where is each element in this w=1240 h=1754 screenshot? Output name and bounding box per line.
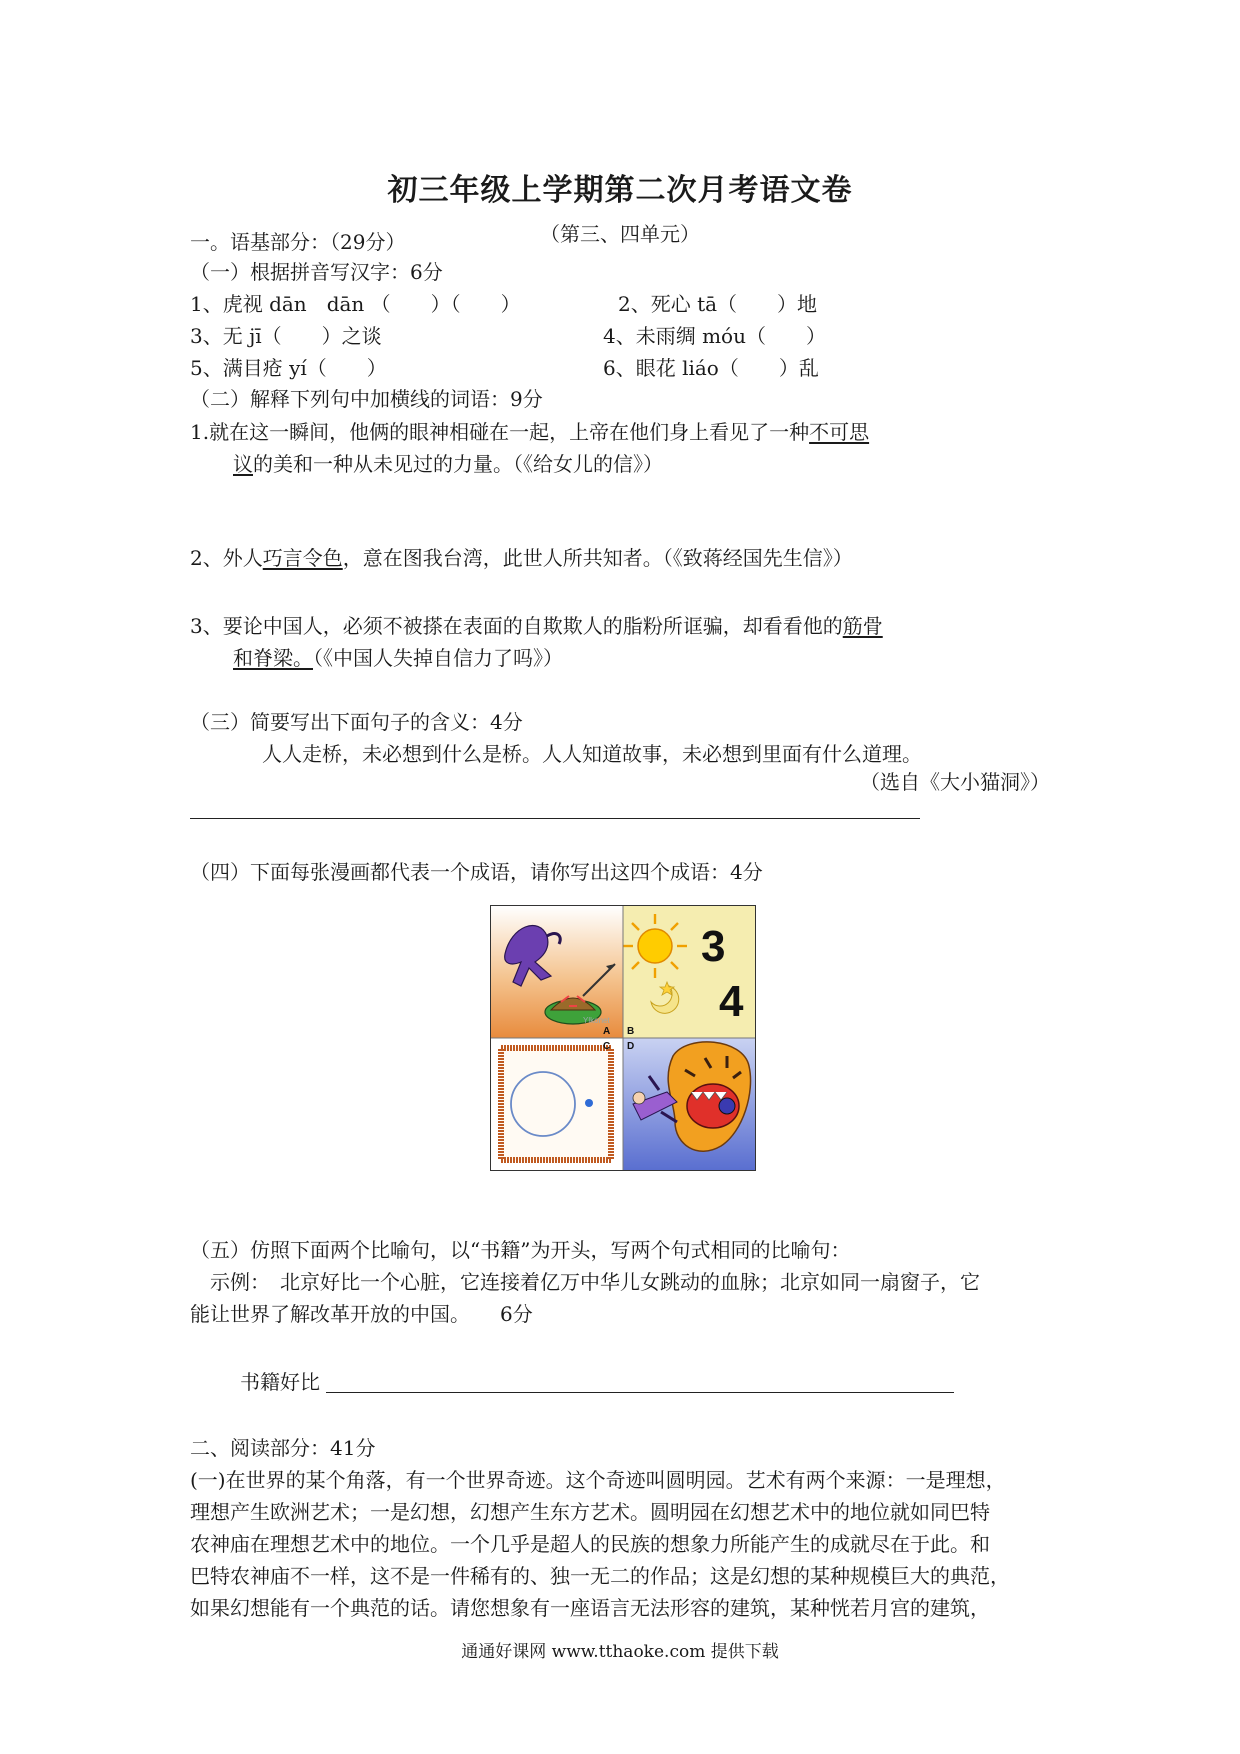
panel-label-a: A: [603, 1026, 611, 1037]
comic-illustration: [491, 906, 755, 1170]
panel-c: [491, 1038, 623, 1170]
page-title: 初三年级上学期第二次月考语文卷: [387, 173, 853, 208]
part1-heading: 一。语基部分：（29分）: [190, 230, 406, 254]
q5-heading: （五）仿照下面两个比喻句，以“书籍”为开头，写两个句式相同的比喻句：: [190, 1238, 851, 1262]
comic-watermark: Ylkonet: [583, 1016, 610, 1025]
panel-b: [623, 906, 755, 1038]
reading-line-1: (一)在世界的某个角落，有一个世界奇迹。这个奇迹叫圆明园。艺术有两个来源：一是理想，: [190, 1468, 1006, 1492]
q3-sentence: 人人走桥，未必想到什么是桥。人人知道故事，未必想到里面有什么道理。: [262, 742, 922, 766]
reading-line-5: 如果幻想能有一个典范的话。请您想象有一座语言无法形容的建筑，某种恍若月宫的建筑，: [190, 1596, 990, 1620]
q5-example-line-2: 能让世界了解改革开放的中国。 6分: [190, 1302, 533, 1326]
q2-sentence-1-line-1: [190, 418, 869, 446]
reading-line-3: 农神庙在理想艺术中的地位。一个几乎是超人的民族的想象力所能产生的成就尽在于此。和: [190, 1532, 990, 1556]
q5-prompt: 书籍好比: [240, 1370, 320, 1394]
reading-line-4: 巴特农神庙不一样，这不是一件稀有的、独一无二的作品；这是幻想的某种规模巨大的典范，: [190, 1564, 1010, 1588]
q2-s3-underlined-a: 筋骨: [842, 614, 883, 638]
q1-heading: （一）根据拼音写汉字：6分: [190, 260, 443, 284]
q2-s1-underlined-a: 不可思: [809, 420, 870, 444]
q3-source: （选自《大小猫洞》）: [860, 770, 1050, 794]
q1-item-6: 6、眼花 liáo（ ）乱: [603, 356, 819, 380]
q1-item-4: 4、未雨绸 móu（ ）: [603, 324, 826, 348]
page-subtitle: （第三、四单元）: [540, 222, 700, 246]
panel-label-c: C: [603, 1041, 611, 1052]
q1-item-3: 3、无 jī（ ）之谈: [190, 324, 382, 348]
q2-s1-text-b: 的美和一种从未见过的力量。（《给女儿的信》）: [253, 452, 663, 476]
q1-item-1: 1、虎视 dān dān （ ）（ ）: [190, 292, 521, 316]
q2-s3-text-b: （《中国人失掉自信力了吗》）: [313, 646, 563, 670]
q2-heading: （二）解释下列句中加横线的词语：9分: [190, 387, 543, 411]
q2-s3-text-a: 3、要论中国人，必须不被搽在表面的自欺欺人的脂粉所诓骗，却看看他的: [190, 614, 843, 638]
q5-example-line-1: 示例： 北京好比一个心脏，它连接着亿万中华儿女跳动的血脉；北京如同一扇窗子，它: [210, 1270, 980, 1294]
q1-item-2: 2、死心 tā（ ）地: [618, 292, 818, 316]
q4-heading: （四）下面每张漫画都代表一个成语，请你写出这四个成语：4分: [190, 860, 763, 884]
q3-answer-line[interactable]: [190, 818, 920, 819]
q2-sentence-1-line-2: [233, 450, 663, 478]
panel-label-b: B: [627, 1026, 635, 1037]
panel-b-number-3: 3: [701, 922, 726, 971]
idiom-comic-grid: [490, 905, 756, 1171]
q2-sentence-2: [190, 544, 853, 572]
reading-line-2: 理想产生欧洲艺术；一是幻想，幻想产生东方艺术。圆明园在幻想艺术中的地位就如同巴特: [190, 1500, 990, 1524]
q2-s2-text-b: ，意在图我台湾，此世人所共知者。（《致蒋经国先生信》）: [342, 546, 853, 570]
q2-sentence-3-line-2: [233, 644, 563, 672]
q1-item-5: 5、满目疮 yí（ ）: [190, 356, 387, 380]
panel-b-number-4: 4: [719, 977, 744, 1026]
q2-s3-underlined-b: 和脊梁。: [233, 646, 313, 670]
q2-sentence-3-line-1: [190, 612, 883, 640]
q2-s2-underlined: 巧言令色: [262, 546, 343, 570]
q2-s1-text-a: 1.就在这一瞬间，他俩的眼神相碰在一起，上帝在他们身上看见了一种: [190, 420, 810, 444]
panel-d: [623, 1038, 755, 1170]
part2-heading: 二、阅读部分：41分: [190, 1436, 376, 1460]
q2-s2-text-a: 2、外人: [190, 546, 263, 570]
q5-answer-line[interactable]: [326, 1392, 954, 1393]
q3-heading: （三）简要写出下面句子的含义：4分: [190, 710, 523, 734]
q2-s1-underlined-b: 议: [233, 452, 253, 476]
page-footer: 通通好课网 www.tthaoke.com 提供下载: [461, 1642, 779, 1662]
panel-label-d: D: [627, 1041, 635, 1052]
